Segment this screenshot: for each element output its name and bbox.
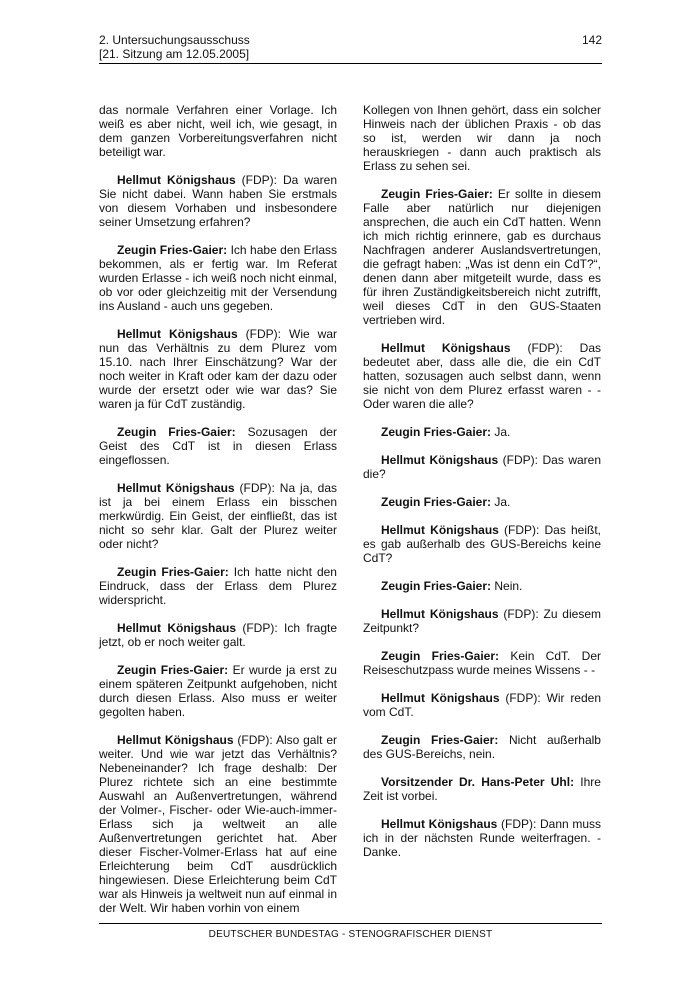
transcript-paragraph — [363, 425, 601, 439]
page-footer: DEUTSCHER BUNDESTAG - STENOGRAFISCHER DIENST — [208, 929, 493, 940]
speaker-name: Zeugin Fries-Gaier: — [117, 425, 236, 439]
speaker-affiliation: (FDP): — [499, 691, 547, 705]
transcript-paragraph — [363, 691, 601, 719]
right-column — [363, 103, 601, 873]
speaker-affiliation: (FDP): — [497, 817, 540, 831]
speech-text: Er sollte in diesem Falle aber natürlich nur diejenigen ansprechen, die auch ein CdT hatten. Wenn ich mich richtig erinnere, gab es durchaus Nachfragen anderer Auslandsvertretungen, die gefragt haben: „Was ist denn ein CdT?“, denen dann aber mitgeteilt wurde, dass es für ihren Zuständigkeitsbereich nicht zutrifft, weil dieses CdT in den GUS-Staaten vertrieben wird. — [363, 187, 601, 327]
speaker-name: Zeugin Fries-Gaier: — [117, 565, 229, 579]
transcript-paragraph — [363, 817, 601, 859]
speaker-affiliation: (FDP): — [498, 607, 544, 621]
transcript-paragraph — [99, 663, 337, 719]
transcript-paragraph — [99, 173, 337, 229]
transcript-paragraph — [363, 579, 601, 593]
speaker-name: Zeugin Fries-Gaier: — [381, 649, 500, 663]
page-number: 142 — [581, 33, 602, 47]
speaker-affiliation — [498, 733, 509, 747]
speech-text: das normale Verfahren einer Vorlage. Ich weiß es aber nicht, weil ich, wie gesagt, in dem ganzen Vorbereitungsverfahren nicht beteiligt war. — [99, 103, 337, 159]
speaker-name: Hellmut Königshaus — [117, 327, 238, 341]
transcript-paragraph — [363, 733, 601, 761]
speaker-name: Hellmut Königshaus — [117, 733, 234, 747]
page-header — [99, 33, 602, 64]
transcript-paragraph — [363, 495, 601, 509]
session-info: [21. Sitzung am 12.05.2005] — [99, 47, 250, 61]
speaker-name: Hellmut Königshaus — [117, 481, 235, 495]
transcript-paragraph — [99, 103, 337, 159]
speaker-affiliation: (FDP): — [498, 523, 545, 537]
speaker-name: Zeugin Fries-Gaier: — [117, 243, 228, 257]
speaker-name: Hellmut Königshaus — [381, 523, 499, 537]
speaker-name: Hellmut Königshaus — [381, 607, 499, 621]
speaker-affiliation: (FDP): — [234, 481, 280, 495]
speaker-name: Zeugin Fries-Gaier: — [117, 663, 229, 677]
transcript-paragraph — [99, 243, 337, 313]
speech-text: Kollegen von Ihnen gehört, dass ein solcher Hinweis nach der üblichen Praxis - ob das so ist, werden wir dann ja noch herauskriegen - dann auch praktisch als Erlass zu sehen sei. — [363, 103, 601, 173]
transcript-paragraph — [363, 607, 601, 635]
speaker-name: Zeugin Fries-Gaier: — [381, 733, 499, 747]
speech-text: Wie war nun das Verhältnis zu dem Plurez vom 15.10. nach Ihrer Einschätzung? War der noch weiter in Kraft oder kam der dazu oder wurde der ersetzt oder wie war das? Sie waren ja für CdT zuständig. — [99, 327, 337, 411]
speech-text: Ich fragte jetzt, ob er noch weiter galt. — [99, 621, 337, 649]
speaker-name: Zeugin Fries-Gaier: — [381, 495, 492, 509]
speech-text: Da waren Sie nicht dabei. Wann haben Sie erstmals von diesem Vorhaben und insbesondere seiner Umsetzung erfahren? — [99, 173, 337, 229]
speaker-name: Vorsitzender Dr. Hans-Peter Uhl: — [381, 775, 575, 789]
speaker-affiliation: (FDP): — [235, 173, 283, 187]
transcript-paragraph — [99, 565, 337, 607]
speech-text: Nein. — [494, 579, 523, 593]
speech-text: Ja. — [494, 495, 511, 509]
footer-divider — [99, 923, 602, 924]
speech-text: Das heißt, es gab außerhalb des GUS-Bereichs keine CdT? — [363, 523, 602, 565]
speaker-affiliation — [236, 425, 248, 439]
speaker-affiliation: (FDP): — [498, 453, 543, 467]
speaker-name: Zeugin Fries-Gaier: — [381, 187, 493, 201]
transcript-paragraph — [363, 523, 601, 565]
transcript-paragraph — [99, 481, 337, 551]
speech-text: Er wurde ja erst zu einem späteren Zeitpunkt aufgehoben, nicht durch diesen Erlass. Also muss er weiter gegolten haben. — [99, 663, 337, 719]
speaker-name: Zeugin Fries-Gaier: — [381, 579, 492, 593]
speaker-name: Hellmut Königshaus — [381, 691, 500, 705]
left-column — [99, 103, 337, 929]
transcript-paragraph — [363, 649, 601, 677]
speech-text: Ja. — [494, 425, 511, 439]
transcript-paragraph — [363, 775, 601, 803]
transcript-paragraph — [363, 187, 601, 327]
speech-text: Kein CdT. Der Reiseschutzpass wurde meines Wissens - - — [363, 649, 601, 677]
speech-text: Also galt er weiter. Und wie war jetzt das Verhältnis? Nebeneinander? Ich frage deshalb: Der Plurez richtete sich an eine bestimmte Auswahl an Außenvertretungen, während der Volmer-, Fischer- oder Wie-auch-immer-Erlass sich ja weltweit an alle Außenvertretungen gerichtet hat. Aber dieser Fischer-Volmer-Erlass hat auf eine Erleichterung beim CdT ausdrücklich hingewiesen. Diese Erleichterung beim CdT war als Hinweis ja weltweit nun auf einmal in der Welt. Wir haben vorhin von einem — [99, 733, 338, 915]
speech-text: Das waren die? — [363, 453, 601, 481]
speech-text: Das bedeutet aber, dass alle die, die ein CdT hatten, sozusagen auch selbst dann, wenn sie nicht von dem Plurez erfasst waren - - Oder waren die alle? — [363, 341, 601, 411]
speaker-name: Hellmut Königshaus — [117, 621, 236, 635]
speech-text: Dann muss ich in der nächsten Runde weiterfragen. - Danke. — [363, 817, 601, 859]
speech-text: Ich hatte nicht den Eindruck, dass der Erlass dem Plurez widerspricht. — [99, 565, 337, 607]
transcript-paragraph — [363, 103, 601, 173]
speaker-affiliation — [499, 649, 510, 663]
speech-text: Sozusagen der Geist des CdT ist in diesen Erlass eingeflossen. — [99, 425, 337, 467]
speech-text: Wir reden vom CdT. — [363, 691, 602, 719]
speaker-affiliation: (FDP): — [510, 341, 580, 355]
speech-text: Na ja, das ist ja bei einem Erlass ein bisschen merkwürdig. Ein Geist, der einfließt, das ist nicht so sehr klar. Galt der Plurez weiter oder nicht? — [99, 481, 338, 551]
speech-text: Ich habe den Erlass bekommen, als er fertig war. Im Referat wurden Erlasse - ich weiß noch nicht einmal, ob vor oder gleichzeitig mit der Versendung ins Ausland - auch uns gegeben. — [99, 243, 337, 313]
transcript-paragraph — [99, 425, 337, 467]
speaker-name: Hellmut Königshaus — [117, 173, 236, 187]
speech-text: Nicht außerhalb des GUS-Bereichs, nein. — [363, 733, 601, 761]
speaker-name: Hellmut Königshaus — [381, 453, 499, 467]
transcript-paragraph — [363, 453, 601, 481]
transcript-paragraph — [99, 621, 337, 649]
speaker-name: Zeugin Fries-Gaier: — [381, 425, 492, 439]
speaker-name: Hellmut Königshaus — [381, 817, 498, 831]
speech-text: Zu diesem Zeitpunkt? — [363, 607, 601, 635]
speaker-affiliation: (FDP): — [233, 733, 276, 747]
transcript-paragraph — [99, 733, 337, 915]
speaker-name: Hellmut Königshaus — [381, 341, 511, 355]
transcript-paragraph — [363, 341, 601, 411]
speaker-affiliation: (FDP): — [237, 327, 289, 341]
transcript-paragraph — [99, 327, 337, 411]
speaker-affiliation: (FDP): — [236, 621, 284, 635]
speech-text: Ihre Zeit ist vorbei. — [363, 775, 601, 803]
committee-title: 2. Untersuchungsausschuss — [99, 33, 250, 47]
